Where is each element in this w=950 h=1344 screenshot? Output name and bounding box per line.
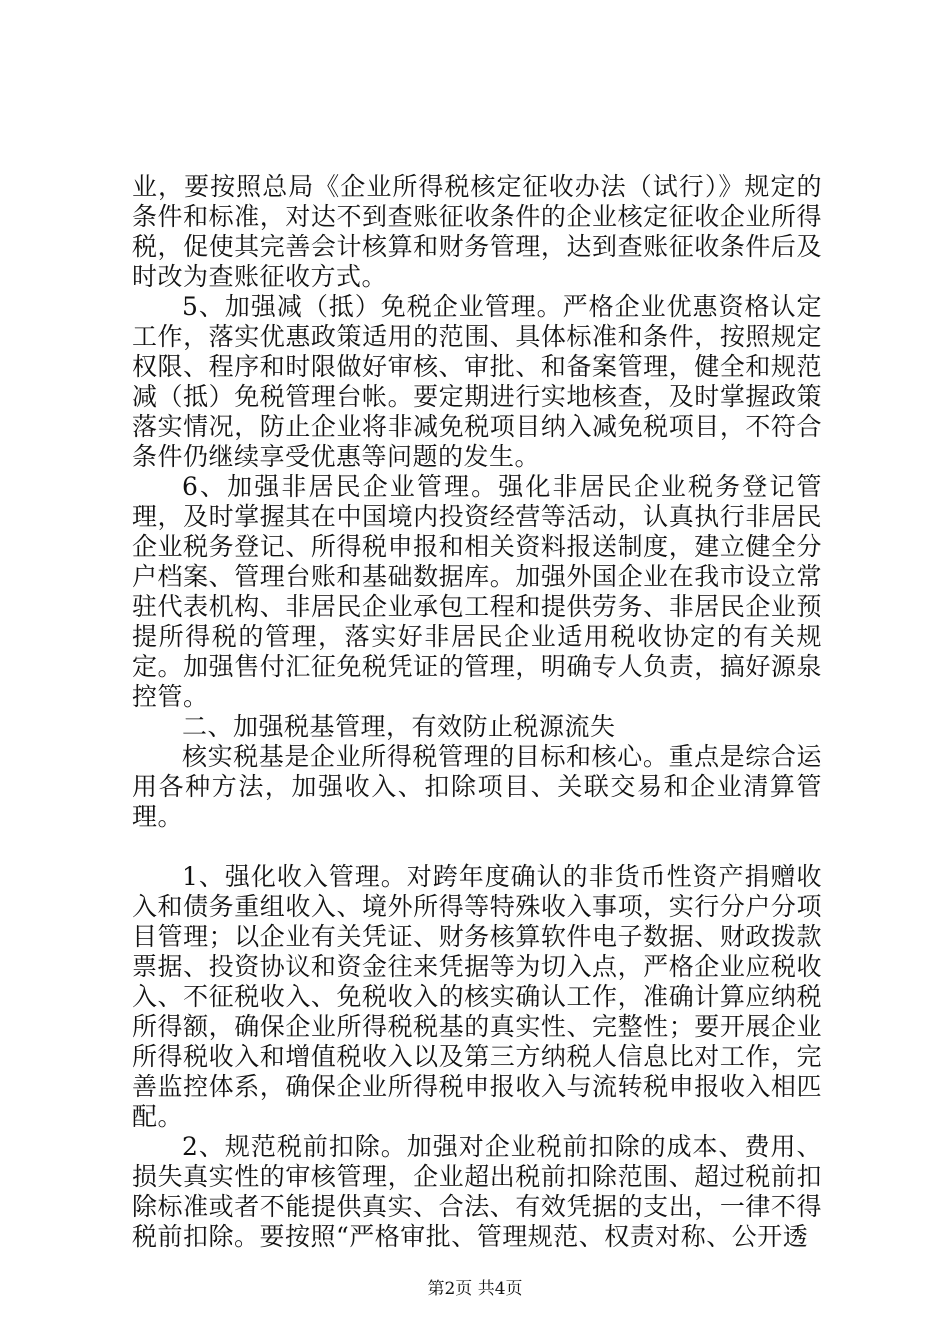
paragraph-item-6: 6、加强非居民企业管理。强化非居民企业税务登记管理，及时掌握其在中国境内投资经营等活动，认真执行非居民企业税务登记、所得税申报和相关资料报送制度，建立健全分户档案、管理台账和基础数据库。加强外国企业在我市设立常驻代表机构、非居民企业承包工程和提供劳务、非居民企业预提所得税的管理，落实好非居民企业适用税收协定的有关规定。加强售付汇征免税凭证的管理，明确专人负责，搞好源泉控管。 — [132, 472, 822, 711]
paragraph-continuation: 业，要按照总局《企业所得税核定征收办法（试行）》规定的条件和标准，对达不到查账征收条件的企业核定征收企业所得税，促使其完善会计核算和财务管理，达到查账征收条件后及时改为查账征收方式。 — [132, 172, 822, 291]
page-footer: 第2页 共4页 — [427, 1279, 523, 1299]
document-body — [132, 172, 822, 1252]
paragraph-item-1: 1、强化收入管理。对跨年度确认的非货币性资产捐赠收入和债务重组收入、境外所得等特殊收入事项，实行分户分项目管理；以企业有关凭证、财务核算软件电子数据、财政拨款票据、投资协议和资金往来凭据等为切入点，严格企业应税收入、不征税收入、免税收入的核实确认工作，准确计算应纳税所得额，确保企业所得税税基的真实性、完整性；要开展企业所得税收入和增值税收入以及第三方纳税人信息比对工作，完善监控体系，确保企业所得税申报收入与流转税申报收入相匹配。 — [132, 862, 822, 1131]
paragraph-item-5: 5、加强减（抵）免税企业管理。严格企业优惠资格认定工作，落实优惠政策适用的范围、具体标准和条件，按照规定权限、程序和时限做好审核、审批、和备案管理，健全和规范减（抵）免税管理台帐。要定期进行实地核查，及时掌握政策落实情况，防止企业将非减免税项目纳入减免税项目，不符合条件仍继续享受优惠等问题的发生。 — [132, 292, 822, 471]
section-heading-2: 二、加强税基管理，有效防止税源流失 — [182, 712, 616, 741]
paragraph-spacer — [132, 832, 822, 862]
paragraph-section-intro: 核实税基是企业所得税管理的目标和核心。重点是综合运用各种方法，加强收入、扣除项目、关联交易和企业清算管理。 — [132, 742, 822, 831]
paragraph-item-2: 2、规范税前扣除。加强对企业税前扣除的成本、费用、损失真实性的审核管理，企业超出税前扣除范围、超过税前扣除标准或者不能提供真实、合法、有效凭据的支出，一律不得税前扣除。要按照“严格审批、管理规范、权责对称、公开透 — [132, 1132, 822, 1251]
